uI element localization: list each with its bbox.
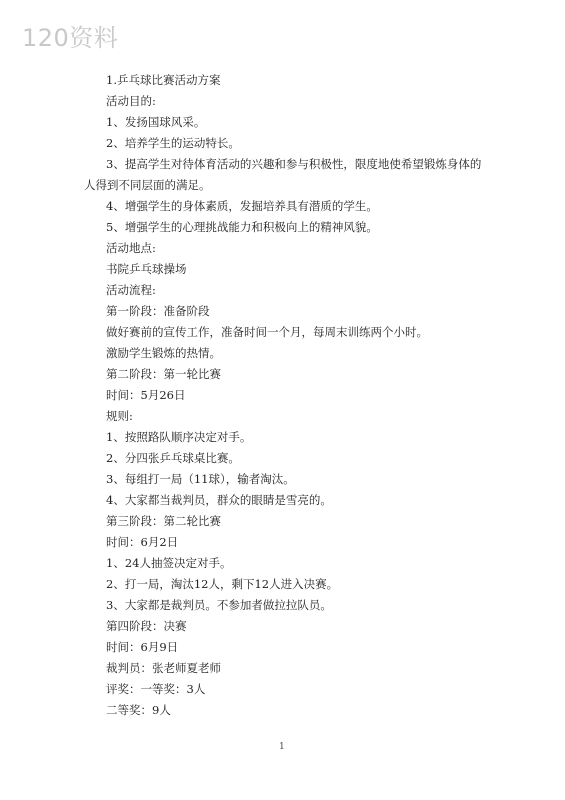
doc-line: 规则: bbox=[106, 409, 133, 423]
doc-line: 活动目的: bbox=[106, 94, 156, 108]
doc-line: 2、分四张乒乓球桌比赛。 bbox=[106, 451, 240, 465]
doc-line: 3、每组打一局（11球），输者淘汰。 bbox=[106, 472, 295, 486]
doc-line: 活动流程: bbox=[106, 283, 156, 297]
doc-line: 评奖：一等奖：3人 bbox=[106, 682, 206, 696]
doc-line: 5、增强学生的心理挑战能力和积极向上的精神风貌。 bbox=[106, 220, 378, 234]
doc-line: 2、培养学生的运动特长。 bbox=[106, 136, 240, 150]
doc-line: 二等奖：9人 bbox=[106, 703, 171, 717]
doc-line: 第四阶段：决赛 bbox=[106, 619, 187, 633]
watermark-logo: 120资料 bbox=[22, 24, 119, 52]
doc-line: 时间：6月2日 bbox=[106, 535, 179, 549]
doc-line: 时间：6月9日 bbox=[106, 640, 179, 654]
doc-line: 做好赛前的宣传工作，准备时间一个月，每周末训练两个小时。 bbox=[106, 325, 428, 339]
page-number: 1 bbox=[279, 742, 285, 752]
doc-line: 3、大家都是裁判员。不参加者做拉拉队员。 bbox=[106, 598, 332, 612]
doc-line: 3、提高学生对待体育活动的兴趣和参与积极性，限度地使希望锻炼身体的 bbox=[106, 157, 482, 171]
doc-line: 1、按照路队顺序决定对手。 bbox=[106, 430, 252, 444]
doc-line: 人得到不同层面的满足。 bbox=[84, 178, 211, 192]
doc-line: 裁判员：张老师夏老师 bbox=[106, 661, 221, 675]
doc-line: 第一阶段：准备阶段 bbox=[106, 304, 210, 318]
doc-line: 1、发扬国球风采。 bbox=[106, 115, 206, 129]
doc-line: 时间：5月26日 bbox=[106, 388, 186, 402]
doc-line: 1、24人抽签决定对手。 bbox=[106, 556, 232, 570]
doc-line: 第二阶段：第一轮比赛 bbox=[106, 367, 221, 381]
doc-line: 第三阶段：第二轮比赛 bbox=[106, 514, 221, 528]
doc-line: 4、大家都当裁判员，群众的眼睛是雪亮的。 bbox=[106, 493, 332, 507]
doc-line: 活动地点: bbox=[106, 241, 156, 255]
doc-line: 2、打一局，淘汰12人，剩下12人进入决赛。 bbox=[106, 577, 339, 591]
doc-line: 4、增强学生的身体素质，发掘培养具有潜质的学生。 bbox=[106, 199, 378, 213]
doc-title: 1.乒乓球比赛活动方案 bbox=[106, 73, 221, 87]
doc-line: 书院乒乓球操场 bbox=[106, 262, 187, 276]
doc-line: 激励学生锻炼的热情。 bbox=[106, 346, 221, 360]
